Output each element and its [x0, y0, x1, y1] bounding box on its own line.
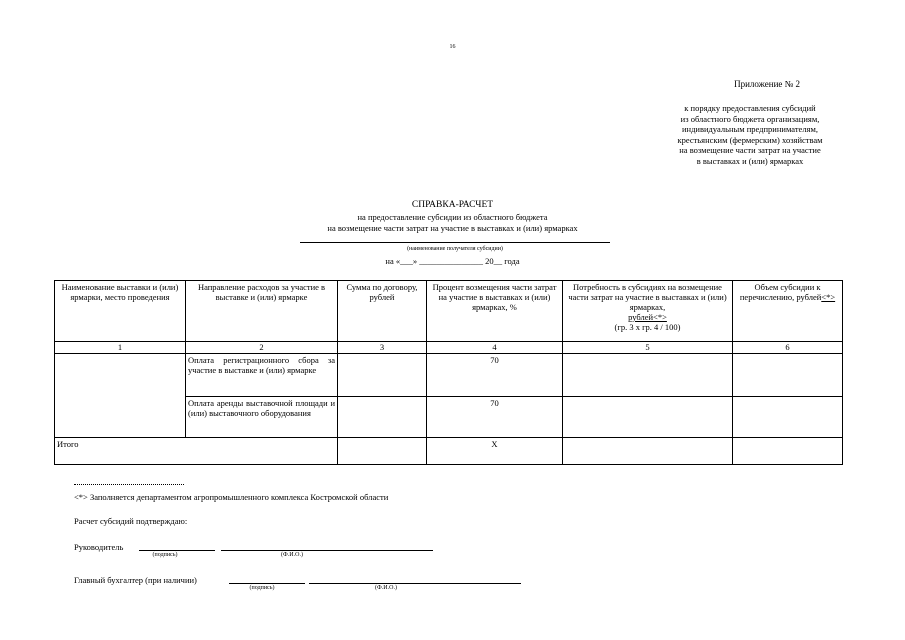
appendix-title: Приложение № 2: [734, 79, 800, 89]
percent-cell: 70: [427, 354, 563, 397]
confirm-text: Расчет субсидий подтверждаю:: [74, 516, 188, 526]
appendix-line: на возмещение части затрат на участие: [679, 145, 821, 155]
header-subsidy-need-formula: (гр. 3 х гр. 4 / 100): [614, 322, 681, 332]
header-subsidy-volume: [733, 281, 843, 342]
recipient-hint: (наименование получателя субсидии): [407, 246, 503, 252]
appendix-line: крестьянским (фермерским) хозяйствам: [677, 134, 823, 145]
column-number: 3: [338, 342, 427, 354]
footnote: <*> Заполняется департаментом агропромышленного комплекса Костромской области: [74, 492, 389, 502]
recipient-name-line: [300, 242, 610, 243]
contract-sum-cell[interactable]: [338, 397, 427, 438]
column-number: 4: [427, 342, 563, 354]
table-header-row: [55, 281, 843, 342]
footnote-mark: <*>: [821, 292, 836, 302]
head-signature-label: Руководитель: [74, 542, 124, 552]
subsidy-need-cell[interactable]: [563, 397, 733, 438]
column-number: 6: [733, 342, 843, 354]
accountant-sign-caption: (подпись): [249, 585, 275, 591]
total-volume-cell[interactable]: [733, 438, 843, 465]
expense-cell: Оплата регистрационного сбора за участие в выставке и (или) ярмарке: [186, 354, 338, 397]
head-name-caption: (Ф.И.О.): [281, 552, 303, 558]
contract-sum-cell[interactable]: [338, 354, 427, 397]
subtitle-line: на предоставление субсидии из областного бюджета: [357, 212, 548, 222]
column-number: 1: [55, 342, 186, 354]
document-title: СПРАВКА-РАСЧЕТ: [411, 200, 494, 210]
subsidy-volume-cell[interactable]: [733, 354, 843, 397]
header-exhibition: Наименование выставки и (или) ярмарки, место проведения: [55, 281, 186, 342]
column-numbers-row: [55, 342, 843, 354]
accountant-signature-label: Главный бухгалтер (при наличии): [74, 575, 197, 585]
appendix-line: индивидуальным предпринимателям,: [682, 124, 818, 134]
subsidy-volume-cell[interactable]: [733, 397, 843, 438]
accountant-signature-line[interactable]: [229, 583, 305, 584]
head-sign-caption: (подпись): [152, 552, 178, 558]
table-row: [55, 354, 843, 397]
total-percent-cell: Х: [427, 438, 563, 465]
head-signature-line[interactable]: [139, 550, 215, 551]
header-subsidy-need-unit: рублей<*>: [628, 312, 667, 322]
appendix-line: в выставках и (или) ярмарках: [696, 155, 804, 166]
appendix-line: к порядку предоставления субсидий: [684, 103, 816, 113]
document-subtitle: [0, 212, 905, 233]
exhibition-cell[interactable]: [55, 354, 186, 438]
appendix-description: [630, 103, 870, 166]
header-contract-sum: Сумма по договору, рублей: [338, 281, 427, 342]
expense-cell: Оплата аренды выставочной площади и (или) выставочного оборудования: [186, 397, 338, 438]
accountant-name-line[interactable]: [309, 583, 521, 584]
total-row: [55, 438, 843, 465]
header-subsidy-need-text: Потребность в субсидиях на возмещение части затрат на участие в выставках и (или) ярмарках,: [568, 282, 727, 312]
column-number: 5: [563, 342, 733, 354]
total-label: Итого: [55, 438, 338, 465]
calculation-table: [54, 280, 843, 465]
header-subsidy-need: [563, 281, 733, 342]
footnote-divider: [74, 484, 184, 485]
total-need-cell[interactable]: [563, 438, 733, 465]
header-refund-percent: Процент возмещения части затрат на участие в выставках и (или) ярмарках, %: [427, 281, 563, 342]
subsidy-need-cell[interactable]: [563, 354, 733, 397]
head-name-line[interactable]: [221, 550, 433, 551]
header-expense-direction: Направление расходов за участие в выставке и (или) ярмарке: [186, 281, 338, 342]
subtitle-line: на возмещение части затрат на участие в выставках и (или) ярмарках: [327, 222, 578, 233]
date-line: на «___» _______________ 20__ года: [385, 256, 520, 266]
column-number: 2: [186, 342, 338, 354]
total-sum-cell[interactable]: [338, 438, 427, 465]
page-number: 16: [449, 44, 456, 50]
accountant-name-caption: (Ф.И.О.): [375, 585, 397, 591]
header-subsidy-volume-text: Объем субсидии к перечислению, рублей: [739, 282, 822, 302]
percent-cell: 70: [427, 397, 563, 438]
appendix-line: из областного бюджета организациям,: [680, 113, 820, 124]
